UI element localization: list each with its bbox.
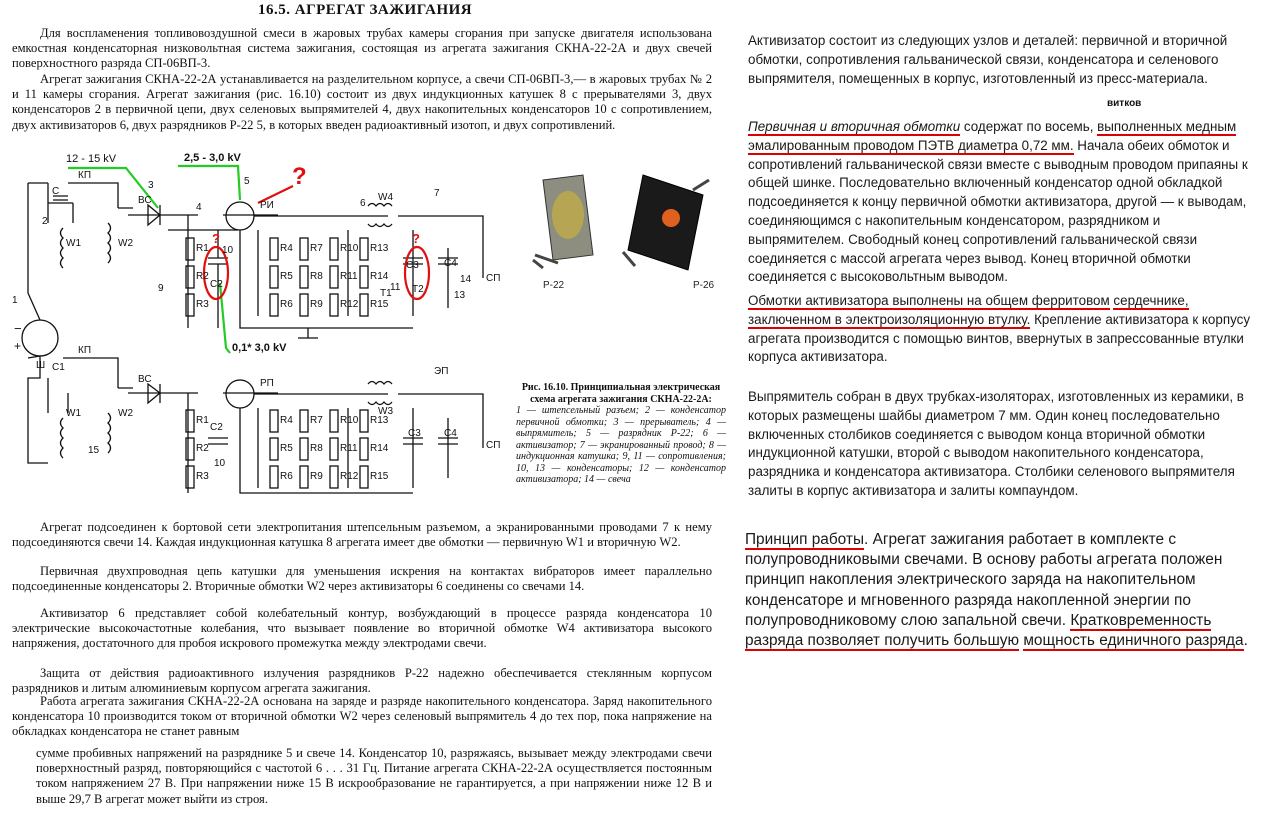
label-r11: R11 xyxy=(340,271,358,282)
right-paragraph-core xyxy=(748,292,1250,367)
paragraph-connection: Агрегат подсоединен к бортовой сети электропитания штепсельным разъемом, а экранированными проводами 7 к нему подсоединяются свечи 14. Каждая индукционная катушка 8 агрегата имеет две обмотки — первичную W1 и вторичную W2. xyxy=(12,520,712,550)
label-10-lower: 10 xyxy=(214,458,226,469)
label-4: 4 xyxy=(196,202,202,213)
annotation-2-5-3kv: 2,5 - 3,0 kV xyxy=(184,152,241,164)
label-13: 13 xyxy=(454,290,466,301)
discharger-photo xyxy=(513,160,728,300)
label-14: 14 xyxy=(460,274,472,285)
label-w2: W2 xyxy=(118,238,133,249)
paragraph-primary-circuit: Первичная двухпроводная цепь катушки для уменьшения искрения на контактах вибраторов имеет параллельно подсоединенные конденсаторы 2. Вторичные обмотки W2 через активизаторы 6 соединены со свечами 14. xyxy=(12,564,712,594)
windings-highlight: Первичная и вторичная обмотки xyxy=(748,119,961,134)
label-9: 9 xyxy=(158,283,164,294)
label-w1-lower: W1 xyxy=(66,408,81,419)
label-6: 6 xyxy=(360,198,366,209)
label-r3-lower: R3 xyxy=(196,471,209,482)
label-w3: W3 xyxy=(378,406,393,417)
label-10: 10 xyxy=(222,245,234,256)
paragraph-operation-cont: сумме пробивных напряжений на разряднике 5 и свече 14. Конденсатор 10, разряжаясь, вызывает между электродами свечи поверхностный разряд, повторяющийся с частотой 6 . . . 31 Гц. Питание агрегата СКНА-22-2А осуществляется постоянным током напряжением 27 В. При напряжении ниже 15 В искрообразование не гарантируется, а при напряжении ниже 12 В и выше 29,7 В агрегат может выйти из строя. xyxy=(36,746,712,806)
label-2: 2 xyxy=(42,216,48,227)
label-c2-lower: C2 xyxy=(210,422,223,433)
principle-text: . Агрегат зажигания работает в комплекте с полупроводниковыми свечами. В основу работы агрегата положен принцип накопления электрического заряда на накопительном конденсаторе и мгновенного разряда накопленной энергии по полупроводниковому слою запальной свечи. xyxy=(745,531,1223,629)
label-kp: КП xyxy=(78,170,92,181)
label-11: 11 xyxy=(390,282,401,293)
label-c2: C2 xyxy=(210,279,223,290)
label-r12: R12 xyxy=(340,299,359,310)
right-paragraph-rectifier: Выпрямитель собран в двух трубках-изоляторах, изготовленных из керамики, в которых размещены шайбы диаметром 7 мм. Один конец последовательно включенных столбиков соединяется с выводом конца вторичной обмотки индукционной катушки, второй с выводом накопительного конденсатора, разрядника и конденсатора активизатора. Столбики селенового выпрямителя залиты в корпус активизатора и залиты компаундом. xyxy=(748,389,1244,498)
label-sp-lower: СП xyxy=(486,440,501,451)
label-r7: R7 xyxy=(310,243,323,254)
label-r14: R14 xyxy=(370,271,389,282)
figure-caption-title: Рис. 16.10. Принципиальная электрическая схема агрегата зажигания СКНА-22-2А: xyxy=(521,382,721,405)
right-paragraph-windings: Первичная и вторичная обмотки содержат по восемь, выполненных медным эмалированным проводом ПЭТВ диаметра 0,72 мм. Начала обеих обмоток и сопротивлений гальванической связи вместе с выводным проводом припаяны к общей шинке. Последовательно включенный конденсатор одной обкладкой подсоединяется к концу первичной обмотки активизатора, другой — к выводам, соединяющимся с накопительным конденсатором, разрядником и выпрямителем. Свободный конец сопротивлений гальванической связи соединяется с массой агрегата через вывод. Конец вторичной обмотки соединяется с высоковольтным выводом. xyxy=(748,119,1248,285)
label-3: 3 xyxy=(148,180,154,191)
label-r15-lower: R15 xyxy=(370,471,389,482)
label-r5: R5 xyxy=(280,271,293,282)
label-c4: C4 xyxy=(444,258,457,269)
label-r8-lower: R8 xyxy=(310,443,323,454)
label-r9-lower: R9 xyxy=(310,471,323,482)
paragraph-unit: Агрегат зажигания СКНА-22-2А устанавливается на разделительном корпусе, а свечи СП-06ВП-3,— в жаровых трубах № 2 и 11 камеры сгорания. Агрегат зажигания (рис. 16.10) состоит из двух индукционных катушек 8 с прерывателями 3, двух конденсаторов 2 в первичной цепи, двух селеновых выпрямителей 4, двух накопительных конденсаторов 10 с сопротивлением, двух активизаторов 6, двух разрядников Р-22 5, в которых введен радиоактивный изотоп, и двух сопротивлений. xyxy=(12,72,712,132)
figure-caption xyxy=(516,382,726,486)
label-w4: W4 xyxy=(378,192,393,203)
label-r5-lower: R5 xyxy=(280,443,293,454)
label-t1: T1 xyxy=(380,288,392,299)
section-title: 16.5. АГРЕГАТ ЗАЖИГАНИЯ xyxy=(258,2,473,18)
label-1: 1 xyxy=(12,295,18,306)
label-r2-lower: R2 xyxy=(196,443,209,454)
paragraph-operation: Работа агрегата зажигания СКНА-22-2А основана на заряде и разряде накопительного конденсатора. Заряд накопительного конденсатора 10 производится током от вторичной обмотки W2 через селеновый выпрямитель 4 до тех пор, пока напряжение на обкладках конденсатора не станет равным xyxy=(12,694,712,739)
label-c3: C3 xyxy=(406,260,419,271)
label-c1: C1 xyxy=(52,362,65,373)
discharger-p22-image xyxy=(533,175,593,268)
figure-caption-body: 1 — штепсельный разъем; 2 — конденсатор первичной обмотки; 3 — прерыватель; 4 — выпрямитель; 5 — разрядник Р-22; 6 — активизатор; 7 — экранированный провод; 8 — индукционная катушка; 9, 11 — сопротивления; 10, 13 — конденсаторы; 12 — конденсатор активизатора; 14 — свеча xyxy=(516,405,726,485)
label-r1: R1 xyxy=(196,243,209,254)
label-r7-lower: R7 xyxy=(310,415,323,426)
label-r6-lower: R6 xyxy=(280,471,293,482)
discharger-p26-image xyxy=(623,175,709,270)
label-r4: R4 xyxy=(280,243,293,254)
label-vs-lower: ВС xyxy=(138,374,152,385)
principle-highlight-2: мощность единичного разряда xyxy=(1023,632,1244,650)
label-5: 5 xyxy=(244,176,250,187)
photo-label-p26: Р-26 xyxy=(693,280,715,291)
label-r2: R2 xyxy=(196,271,209,282)
label-r13-lower: R13 xyxy=(370,415,389,426)
principle-highlight-1: Кратковременность разряда позволяет получить большую xyxy=(745,611,1212,650)
windings-wire-highlight-2: эмалированным проводом ПЭТВ диаметра 0,72 мм. xyxy=(748,137,1074,153)
right-column xyxy=(745,0,1257,828)
label-7: 7 xyxy=(434,188,440,199)
handwritten-note-vitkov: витков xyxy=(1107,98,1142,109)
annotation-12-15kv: 12 - 15 kV xyxy=(66,153,117,165)
label-rp1: РП xyxy=(260,378,274,389)
question-mark-ri: ? xyxy=(292,163,307,190)
label-ri: РИ xyxy=(260,200,274,211)
label-r14-lower: R14 xyxy=(370,443,389,454)
label-c4-lower: C4 xyxy=(444,428,457,439)
paragraph-activator: Активизатор 6 представляет собой колебательный контур, возбуждающий в процессе разряда конденсатора 10 электрические высокочастотные колебания, что вызывает появление во вторичной обмотке W4 активизатора высокого напряжения, достаточного для пробоя искрового промежутка между электродами свечи. xyxy=(12,606,712,651)
label-15: 15 xyxy=(88,445,100,456)
label-r4-lower: R4 xyxy=(280,415,293,426)
windings-text-1: содержат по восемь xyxy=(960,119,1090,134)
core-highlight-2: сердечнике, заключенном в электроизоляционную втулку. xyxy=(748,293,1189,327)
core-text: Крепление активизатора к корпусу агрегата производится с помощью винтов, ввернутых в запрессованные втулки корпуса активизатора. xyxy=(748,311,1251,365)
label-c3-lower: C3 xyxy=(408,428,421,439)
label-vs: ВС xyxy=(138,195,152,206)
label-plus: + xyxy=(14,339,22,353)
label-w1: W1 xyxy=(66,238,81,249)
label-w2-lower: W2 xyxy=(118,408,133,419)
label-r12-lower: R12 xyxy=(340,471,359,482)
label-r10: R10 xyxy=(340,243,359,254)
question-mark-c2: ? xyxy=(212,231,220,246)
left-column xyxy=(8,0,730,828)
annotation-0-1-3kv: 0,1* 3,0 kV xyxy=(232,342,287,354)
paragraph-radiation: Защита от действия радиоактивного излучения разрядников Р-22 надежно обеспечивается стеклянным корпусом разрядников и литым алюминиевым корпусом агрегата зажигания. xyxy=(12,666,712,696)
label-t2: T2 xyxy=(412,284,424,295)
right-paragraph-principle xyxy=(745,530,1250,651)
principle-heading: Принцип работы xyxy=(745,531,865,548)
question-mark-c3: ? xyxy=(412,231,420,246)
label-r13: R13 xyxy=(370,243,389,254)
label-minus: − xyxy=(14,321,22,336)
label-ep: ЭП xyxy=(434,366,449,377)
label-r10-lower: R10 xyxy=(340,415,359,426)
label-r3: R3 xyxy=(196,299,209,310)
green-pointer-2-5kv xyxy=(178,166,240,200)
label-sh: Ш xyxy=(36,360,46,371)
label-sp: СП xyxy=(486,273,501,284)
label-kp-lower: КП xyxy=(78,345,92,356)
right-paragraph-activator-parts: Активизатор состоит из следующих узлов и деталей: первичной и вторичной обмотки, сопротивления гальванической связи, конденсатора и селенового выпрямителя, помещенных в корпус, изготовленный из пресс-материала. xyxy=(748,33,1228,86)
windings-wire-highlight-1: выполненных медным xyxy=(1097,119,1237,134)
principle-end: . xyxy=(1243,632,1248,650)
label-r15: R15 xyxy=(370,299,389,310)
windings-text-2: Начала обеих обмоток и сопротивлений гальванической связи вместе с выводным проводом припаяны к общей шинке. Последовательно включенный конденсатор одной обкладкой подсоединяется к концу первичной обмотки активизатора, другой — к выводам, соединяющимся с накопительным конденсатором, разрядником и выпрямителем. Свободный конец сопротивлений гальванической связи соединяется с массой агрегата через вывод. Конец вторичной обмотки соединяется с высоковольтным выводом. xyxy=(748,137,1248,285)
circuit-diagram xyxy=(8,148,508,520)
photo-label-p22: Р-22 xyxy=(543,280,565,291)
label-r8: R8 xyxy=(310,271,323,282)
paragraph-intro: Для воспламенения топливовоздушной смеси в жаровых трубах камеры сгорания при запуске двигателя использована емкостная конденсаторная низковольтная система зажигания, состоящая из агрегата зажигания СКНА-22-2А и двух свечей поверхностного разряда СП-06ВП-3. xyxy=(12,26,712,71)
label-r6: R6 xyxy=(280,299,293,310)
label-r11-lower: R11 xyxy=(340,443,358,454)
label-r1-lower: R1 xyxy=(196,415,209,426)
label-c: C xyxy=(52,186,60,197)
label-r9: R9 xyxy=(310,299,323,310)
green-pointer-0-1kv xyxy=(220,283,230,353)
core-highlight-1: Обмотки активизатора выполнены на общем ферритовом xyxy=(748,293,1110,308)
